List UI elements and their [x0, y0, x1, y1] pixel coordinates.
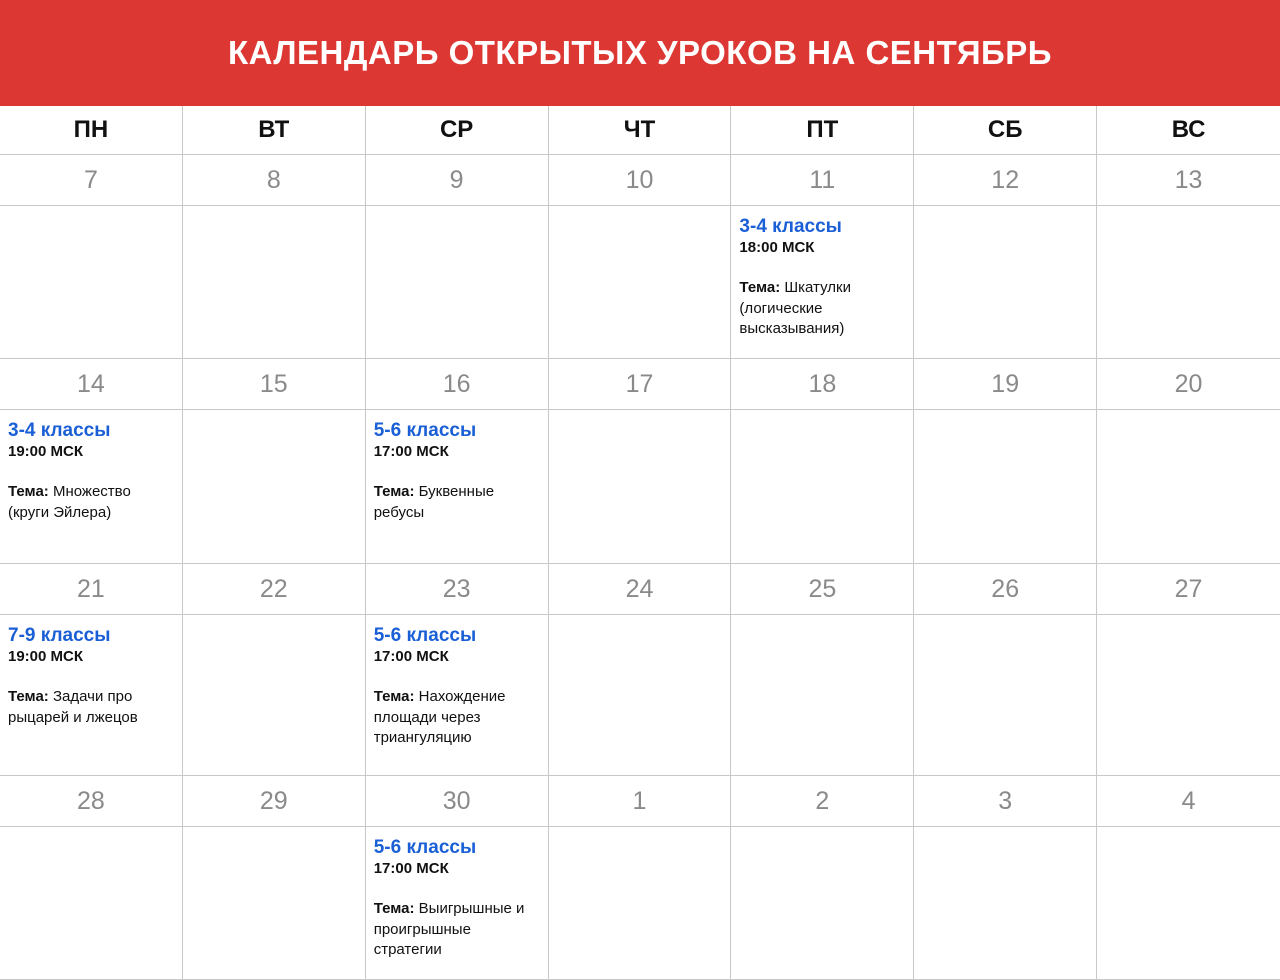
- empty-slot: [1097, 615, 1280, 775]
- empty-slot: [1097, 206, 1280, 358]
- event-topic: [374, 482, 540, 523]
- day-cell: [183, 206, 366, 359]
- event-time: 18:00 МСК: [739, 239, 815, 256]
- day-number: 10: [549, 155, 732, 206]
- topic-text: Буквенные ребусы: [373, 483, 495, 521]
- empty-slot: [549, 827, 731, 979]
- day-number: 17: [549, 359, 732, 410]
- empty-slot: [731, 827, 913, 979]
- day-number: 26: [914, 564, 1097, 615]
- event-time: 17:00 МСК: [373, 443, 449, 460]
- topic-text: Задачи про рыцарей и лжецов: [8, 688, 138, 726]
- empty-slot: [366, 206, 548, 358]
- day-cell: [549, 827, 732, 980]
- day-cell: [1097, 827, 1280, 980]
- day-cell: [0, 410, 183, 564]
- day-cell: [549, 206, 732, 359]
- day-cell: [0, 827, 183, 980]
- event-block: [0, 615, 182, 775]
- weekday-wed: СР: [366, 106, 549, 155]
- empty-slot: [731, 410, 913, 563]
- empty-slot: [914, 827, 1096, 979]
- day-cell: [366, 410, 549, 564]
- day-number: 27: [1097, 564, 1280, 615]
- day-number: 8: [183, 155, 366, 206]
- topic-label: Тема:: [373, 483, 415, 500]
- day-cell: [1097, 206, 1280, 359]
- day-cell: [0, 615, 183, 776]
- topic-label: Тема:: [373, 688, 415, 705]
- topic-label: Тема:: [8, 483, 49, 500]
- empty-slot: [0, 206, 182, 358]
- event-topic: [374, 687, 540, 749]
- empty-slot: [183, 206, 365, 358]
- day-cell: [549, 410, 732, 564]
- day-cell: [366, 615, 549, 776]
- empty-slot: [914, 615, 1096, 775]
- topic-label: Тема:: [739, 279, 781, 296]
- day-number: 11: [731, 155, 914, 206]
- event-grade: 7-9 классы: [8, 625, 111, 646]
- day-cell: [1097, 410, 1280, 564]
- event-time: 17:00 МСК: [373, 648, 449, 665]
- topic-text: Шкатулки (логические высказывания): [739, 279, 851, 337]
- day-number: 20: [1097, 359, 1280, 410]
- day-cell: [549, 615, 732, 776]
- event-block: [366, 615, 548, 775]
- empty-slot: [0, 827, 182, 979]
- day-number: 21: [0, 564, 183, 615]
- day-cell: [731, 827, 914, 980]
- event-time: 19:00 МСК: [8, 648, 84, 665]
- empty-slot: [549, 410, 731, 563]
- calendar-grid: [0, 106, 1280, 980]
- event-topic: [374, 899, 540, 961]
- day-number: 16: [366, 359, 549, 410]
- day-cell: [1097, 615, 1280, 776]
- event-grade: 5-6 классы: [373, 420, 477, 441]
- event-block: [731, 206, 913, 358]
- day-number: 30: [366, 776, 549, 827]
- weekday-sun: ВС: [1097, 106, 1280, 155]
- weekday-fri: ПТ: [731, 106, 914, 155]
- day-cell: [731, 206, 914, 359]
- event-grade: 3-4 классы: [739, 216, 842, 237]
- event-topic: [739, 278, 905, 340]
- day-number: 23: [366, 564, 549, 615]
- event-topic: [8, 482, 174, 523]
- page-title: КАЛЕНДАРЬ ОТКРЫТЫХ УРОКОВ НА СЕНТЯБРЬ: [227, 34, 1053, 71]
- day-number: 29: [183, 776, 366, 827]
- event-grade: 5-6 классы: [373, 625, 477, 646]
- event-block: [366, 827, 548, 979]
- empty-slot: [731, 615, 913, 775]
- day-number: 1: [549, 776, 732, 827]
- day-cell: [366, 827, 549, 980]
- topic-text: Множество (круги Эйлера): [8, 483, 131, 521]
- event-time: 19:00 МСК: [8, 443, 84, 460]
- topic-label: Тема:: [8, 688, 49, 705]
- day-cell: [183, 410, 366, 564]
- calendar-header: [0, 0, 1280, 106]
- event-time: 17:00 МСК: [373, 860, 449, 877]
- empty-slot: [914, 410, 1096, 563]
- day-cell: [731, 410, 914, 564]
- day-cell: [914, 206, 1097, 359]
- day-number: 19: [914, 359, 1097, 410]
- day-cell: [914, 615, 1097, 776]
- empty-slot: [549, 615, 731, 775]
- day-number: 22: [183, 564, 366, 615]
- empty-slot: [914, 206, 1096, 358]
- day-number: 2: [731, 776, 914, 827]
- empty-slot: [183, 615, 365, 775]
- topic-label: Тема:: [373, 900, 415, 917]
- day-number: 4: [1097, 776, 1280, 827]
- day-cell: [366, 206, 549, 359]
- day-number: 25: [731, 564, 914, 615]
- day-number: 14: [0, 359, 183, 410]
- day-number: 7: [0, 155, 183, 206]
- weekday-mon: ПН: [0, 106, 183, 155]
- day-number: 9: [366, 155, 549, 206]
- day-number: 12: [914, 155, 1097, 206]
- empty-slot: [1097, 827, 1280, 979]
- weekday-sat: СБ: [914, 106, 1097, 155]
- empty-slot: [183, 827, 365, 979]
- day-number: 24: [549, 564, 732, 615]
- topic-text: Выигрышные и проигрышные стратегии: [373, 900, 525, 958]
- day-cell: [0, 206, 183, 359]
- empty-slot: [183, 410, 365, 563]
- event-grade: 3-4 классы: [8, 420, 111, 441]
- day-number: 13: [1097, 155, 1280, 206]
- day-number: 28: [0, 776, 183, 827]
- empty-slot: [1097, 410, 1280, 563]
- empty-slot: [549, 206, 731, 358]
- event-block: [366, 410, 548, 563]
- day-cell: [183, 615, 366, 776]
- day-cell: [914, 827, 1097, 980]
- event-topic: [8, 687, 174, 728]
- weekday-thu: ЧТ: [549, 106, 732, 155]
- event-grade: 5-6 классы: [373, 837, 477, 858]
- weekday-tue: ВТ: [183, 106, 366, 155]
- event-block: [0, 410, 182, 563]
- day-number: 3: [914, 776, 1097, 827]
- day-cell: [731, 615, 914, 776]
- day-cell: [183, 827, 366, 980]
- day-cell: [914, 410, 1097, 564]
- day-number: 18: [731, 359, 914, 410]
- topic-text: Нахождение площади через триангуляцию: [373, 688, 506, 746]
- day-number: 15: [183, 359, 366, 410]
